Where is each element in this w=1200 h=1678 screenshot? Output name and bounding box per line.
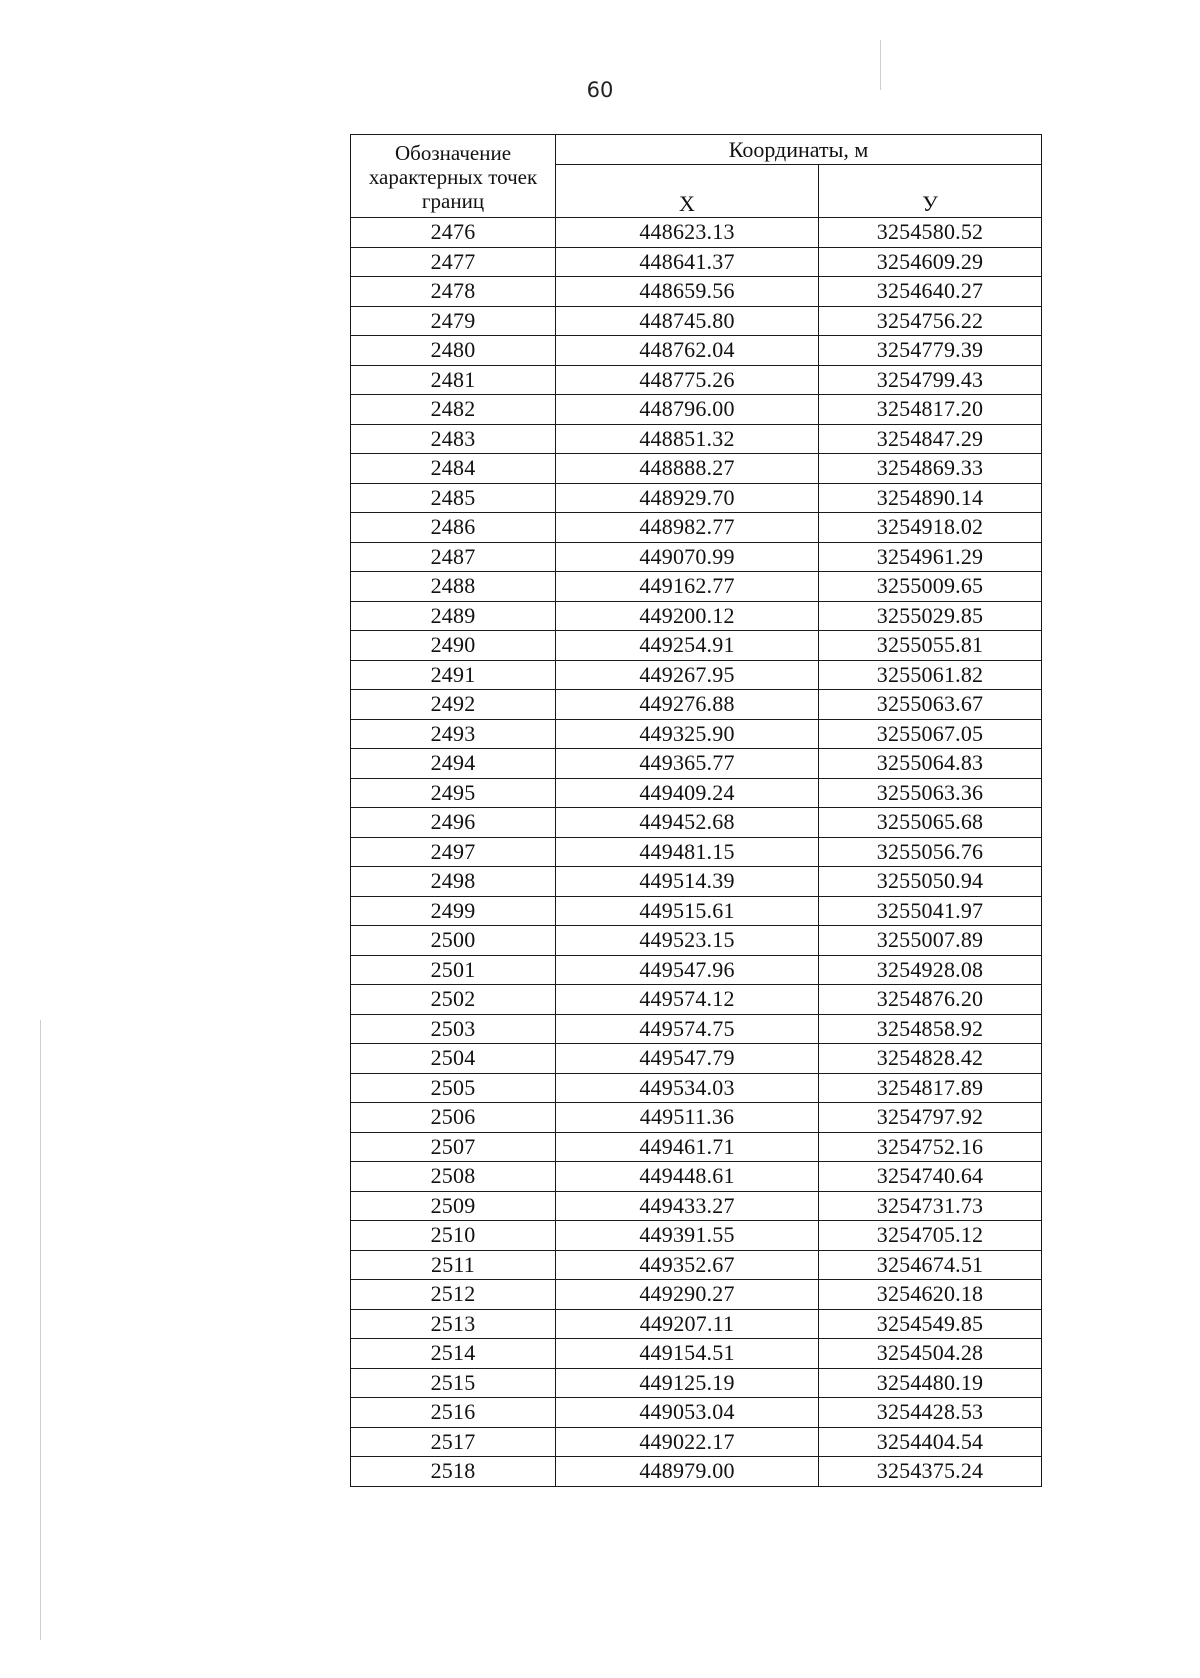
- cell-x: 449125.19: [556, 1368, 819, 1398]
- cell-x: 449452.68: [556, 808, 819, 838]
- cell-point: 2502: [351, 985, 556, 1015]
- table-row: [351, 1427, 1042, 1457]
- cell-y: 3254847.29: [819, 424, 1042, 454]
- cell-point: 2490: [351, 631, 556, 661]
- header-x: X: [556, 165, 819, 218]
- cell-y: 3254828.42: [819, 1044, 1042, 1074]
- cell-x: 448888.27: [556, 454, 819, 484]
- cell-x: 449267.95: [556, 660, 819, 690]
- cell-y: 3254869.33: [819, 454, 1042, 484]
- table-row: [351, 542, 1042, 572]
- cell-point: 2481: [351, 365, 556, 395]
- cell-y: 3254817.20: [819, 395, 1042, 425]
- cell-x: 449254.91: [556, 631, 819, 661]
- boundary-points-coordinates-table: [350, 134, 1042, 1487]
- table-row: [351, 837, 1042, 867]
- table-row: [351, 955, 1042, 985]
- cell-point: 2482: [351, 395, 556, 425]
- cell-point: 2505: [351, 1073, 556, 1103]
- header-y: У: [819, 165, 1042, 218]
- cell-x: 449070.99: [556, 542, 819, 572]
- cell-y: 3254705.12: [819, 1221, 1042, 1251]
- cell-x: 449511.36: [556, 1103, 819, 1133]
- cell-x: 449481.15: [556, 837, 819, 867]
- cell-point: 2501: [351, 955, 556, 985]
- cell-point: 2492: [351, 690, 556, 720]
- cell-y: 3254480.19: [819, 1368, 1042, 1398]
- cell-y: 3254740.64: [819, 1162, 1042, 1192]
- cell-point: 2508: [351, 1162, 556, 1192]
- table-row: [351, 690, 1042, 720]
- cell-x: 449200.12: [556, 601, 819, 631]
- cell-x: 449547.79: [556, 1044, 819, 1074]
- cell-y: 3254404.54: [819, 1427, 1042, 1457]
- cell-y: 3255063.36: [819, 778, 1042, 808]
- cell-y: 3254752.16: [819, 1132, 1042, 1162]
- table-row: [351, 926, 1042, 956]
- cell-y: 3254918.02: [819, 513, 1042, 543]
- cell-point: 2495: [351, 778, 556, 808]
- cell-y: 3255007.89: [819, 926, 1042, 956]
- cell-x: 449574.12: [556, 985, 819, 1015]
- cell-y: 3254731.73: [819, 1191, 1042, 1221]
- cell-x: 448851.32: [556, 424, 819, 454]
- cell-x: 448929.70: [556, 483, 819, 513]
- cell-x: 449053.04: [556, 1398, 819, 1428]
- cell-x: 448623.13: [556, 218, 819, 248]
- cell-y: 3254609.29: [819, 247, 1042, 277]
- table-row: [351, 808, 1042, 838]
- table-row: [351, 1103, 1042, 1133]
- cell-x: 449022.17: [556, 1427, 819, 1457]
- cell-y: 3254428.53: [819, 1398, 1042, 1428]
- table-row: [351, 1457, 1042, 1487]
- cell-point: 2510: [351, 1221, 556, 1251]
- table-row: [351, 306, 1042, 336]
- cell-point: 2494: [351, 749, 556, 779]
- table-row: [351, 1044, 1042, 1074]
- table-row: [351, 1191, 1042, 1221]
- cell-x: 448775.26: [556, 365, 819, 395]
- cell-y: 3254375.24: [819, 1457, 1042, 1487]
- table-row: [351, 1073, 1042, 1103]
- cell-point: 2488: [351, 572, 556, 602]
- cell-point: 2514: [351, 1339, 556, 1369]
- cell-x: 448745.80: [556, 306, 819, 336]
- cell-y: 3255064.83: [819, 749, 1042, 779]
- cell-y: 3254928.08: [819, 955, 1042, 985]
- header-coordinates: Координаты, м: [556, 135, 1042, 165]
- cell-point: 2506: [351, 1103, 556, 1133]
- scan-artifact-line: [880, 40, 881, 90]
- cell-x: 449574.75: [556, 1014, 819, 1044]
- cell-x: 449365.77: [556, 749, 819, 779]
- cell-y: 3255061.82: [819, 660, 1042, 690]
- cell-point: 2484: [351, 454, 556, 484]
- cell-y: 3254858.92: [819, 1014, 1042, 1044]
- cell-point: 2516: [351, 1398, 556, 1428]
- cell-point: 2486: [351, 513, 556, 543]
- cell-point: 2493: [351, 719, 556, 749]
- table-row: [351, 424, 1042, 454]
- cell-y: 3254876.20: [819, 985, 1042, 1015]
- table-row: [351, 1309, 1042, 1339]
- cell-x: 448796.00: [556, 395, 819, 425]
- table-row: [351, 601, 1042, 631]
- table-row: [351, 395, 1042, 425]
- cell-x: 449162.77: [556, 572, 819, 602]
- table-row: [351, 867, 1042, 897]
- cell-y: 3255063.67: [819, 690, 1042, 720]
- cell-x: 449515.61: [556, 896, 819, 926]
- cell-x: 449207.11: [556, 1309, 819, 1339]
- table-row: [351, 365, 1042, 395]
- cell-x: 449290.27: [556, 1280, 819, 1310]
- cell-point: 2512: [351, 1280, 556, 1310]
- cell-x: 449448.61: [556, 1162, 819, 1192]
- table-header: [351, 135, 1042, 218]
- cell-y: 3255065.68: [819, 808, 1042, 838]
- cell-x: 449325.90: [556, 719, 819, 749]
- cell-point: 2499: [351, 896, 556, 926]
- cell-y: 3254640.27: [819, 277, 1042, 307]
- cell-y: 3254674.51: [819, 1250, 1042, 1280]
- cell-x: 449534.03: [556, 1073, 819, 1103]
- cell-x: 449276.88: [556, 690, 819, 720]
- table-row: [351, 631, 1042, 661]
- cell-point: 2504: [351, 1044, 556, 1074]
- cell-point: 2487: [351, 542, 556, 572]
- table-row: [351, 1221, 1042, 1251]
- cell-x: 449409.24: [556, 778, 819, 808]
- scan-artifact-line: [40, 1020, 41, 1640]
- table-row: [351, 660, 1042, 690]
- cell-x: 448979.00: [556, 1457, 819, 1487]
- cell-x: 449154.51: [556, 1339, 819, 1369]
- table-row: [351, 454, 1042, 484]
- cell-point: 2498: [351, 867, 556, 897]
- table-row: [351, 1339, 1042, 1369]
- table-row: [351, 483, 1042, 513]
- cell-y: 3255067.05: [819, 719, 1042, 749]
- cell-point: 2489: [351, 601, 556, 631]
- table-row: [351, 1280, 1042, 1310]
- table-row: [351, 1398, 1042, 1428]
- cell-x: 448762.04: [556, 336, 819, 366]
- cell-point: 2477: [351, 247, 556, 277]
- cell-point: 2478: [351, 277, 556, 307]
- cell-point: 2491: [351, 660, 556, 690]
- cell-point: 2515: [351, 1368, 556, 1398]
- table-row: [351, 1250, 1042, 1280]
- cell-x: 448659.56: [556, 277, 819, 307]
- cell-point: 2485: [351, 483, 556, 513]
- table-row: [351, 247, 1042, 277]
- table-body: [351, 218, 1042, 1487]
- cell-point: 2476: [351, 218, 556, 248]
- table-row: [351, 985, 1042, 1015]
- cell-point: 2503: [351, 1014, 556, 1044]
- cell-y: 3255050.94: [819, 867, 1042, 897]
- cell-x: 448982.77: [556, 513, 819, 543]
- cell-y: 3255009.65: [819, 572, 1042, 602]
- cell-point: 2496: [351, 808, 556, 838]
- table-row: [351, 1132, 1042, 1162]
- table-row: [351, 1162, 1042, 1192]
- cell-x: 449433.27: [556, 1191, 819, 1221]
- page-number: 60: [586, 78, 614, 102]
- cell-point: 2511: [351, 1250, 556, 1280]
- cell-y: 3254620.18: [819, 1280, 1042, 1310]
- cell-x: 449547.96: [556, 955, 819, 985]
- cell-point: 2517: [351, 1427, 556, 1457]
- cell-x: 449514.39: [556, 867, 819, 897]
- cell-point: 2483: [351, 424, 556, 454]
- cell-point: 2500: [351, 926, 556, 956]
- cell-x: 449461.71: [556, 1132, 819, 1162]
- table-row: [351, 896, 1042, 926]
- table-row: [351, 572, 1042, 602]
- cell-y: 3254756.22: [819, 306, 1042, 336]
- cell-y: 3254504.28: [819, 1339, 1042, 1369]
- cell-x: 449352.67: [556, 1250, 819, 1280]
- cell-y: 3255029.85: [819, 601, 1042, 631]
- cell-y: 3255055.81: [819, 631, 1042, 661]
- cell-y: 3254817.89: [819, 1073, 1042, 1103]
- cell-point: 2507: [351, 1132, 556, 1162]
- table-row: [351, 513, 1042, 543]
- table-row: [351, 749, 1042, 779]
- table-row: [351, 336, 1042, 366]
- cell-y: 3254961.29: [819, 542, 1042, 572]
- cell-point: 2497: [351, 837, 556, 867]
- table-row: [351, 277, 1042, 307]
- table-row: [351, 218, 1042, 248]
- header-point-designation: Обозначение характерных точек границ: [351, 135, 556, 218]
- cell-point: 2518: [351, 1457, 556, 1487]
- table-row: [351, 719, 1042, 749]
- cell-y: 3254799.43: [819, 365, 1042, 395]
- table-row: [351, 1368, 1042, 1398]
- cell-x: 449391.55: [556, 1221, 819, 1251]
- cell-point: 2480: [351, 336, 556, 366]
- cell-point: 2509: [351, 1191, 556, 1221]
- table-row: [351, 1014, 1042, 1044]
- cell-y: 3254797.92: [819, 1103, 1042, 1133]
- table-row: [351, 778, 1042, 808]
- cell-y: 3254779.39: [819, 336, 1042, 366]
- cell-y: 3254890.14: [819, 483, 1042, 513]
- cell-x: 448641.37: [556, 247, 819, 277]
- cell-point: 2479: [351, 306, 556, 336]
- cell-y: 3254580.52: [819, 218, 1042, 248]
- cell-y: 3255041.97: [819, 896, 1042, 926]
- cell-x: 449523.15: [556, 926, 819, 956]
- cell-y: 3255056.76: [819, 837, 1042, 867]
- cell-y: 3254549.85: [819, 1309, 1042, 1339]
- cell-point: 2513: [351, 1309, 556, 1339]
